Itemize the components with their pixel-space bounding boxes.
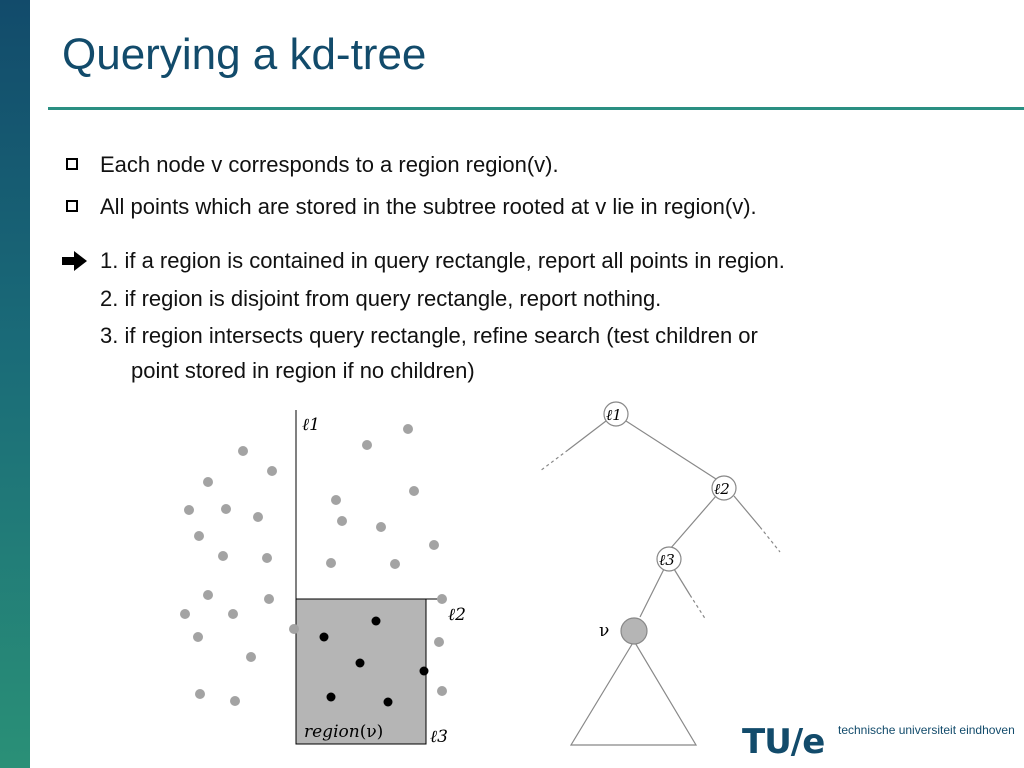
tue-logo: TU/e	[742, 722, 825, 762]
step-1: 1. if a region is contained in query rectangle, report all points in region.	[100, 248, 785, 273]
step-3-continuation: point stored in region if no children)	[131, 358, 475, 383]
slide-title: Querying a kd-tree	[62, 30, 427, 79]
label-l3: ℓ3	[430, 727, 448, 747]
bullet-text-1: Each node v corresponds to a region region(v).	[100, 152, 559, 177]
tree-node-v	[621, 618, 647, 644]
university-name: technische universiteit eindhoven	[838, 723, 1015, 737]
region-label: region(ν)	[304, 722, 384, 742]
tree-node-l2-label: ℓ2	[714, 480, 730, 498]
tree-node-l3-label: ℓ3	[659, 551, 675, 569]
bullet-text-2: All points which are stored in the subtree rooted at v lie in region(v).	[100, 194, 757, 219]
step-3: 3. if region intersects query rectangle, refine search (test children or	[100, 323, 758, 348]
tree-node-v-label: ν	[599, 621, 610, 641]
tree-node-l1-label: ℓ1	[606, 406, 622, 424]
step-2: 2. if region is disjoint from query rectangle, report nothing.	[100, 286, 662, 311]
label-l2: ℓ2	[448, 605, 466, 625]
label-l1: ℓ1	[302, 415, 320, 435]
tree-edges	[540, 421, 780, 620]
subtree-triangle	[571, 641, 696, 745]
